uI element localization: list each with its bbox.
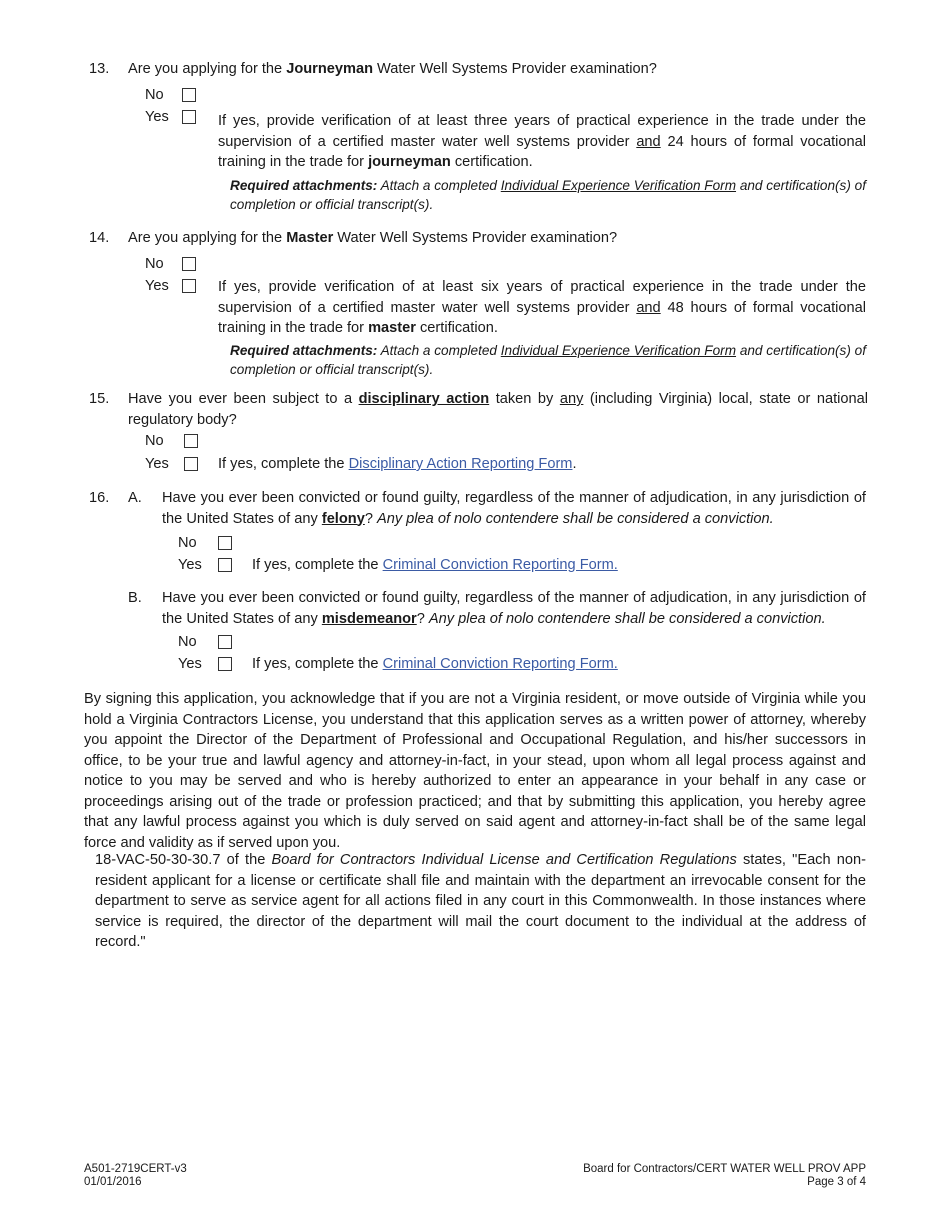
no-label: No bbox=[145, 433, 164, 449]
yes-label: Yes bbox=[145, 278, 169, 294]
required-part: Attach a completed bbox=[377, 178, 501, 193]
disciplinary-action-form-link[interactable]: Disciplinary Action Reporting Form bbox=[348, 456, 573, 472]
detail-part: 48 hours of formal vocational training in the trade for bbox=[218, 299, 866, 336]
question-text-bold: disciplinary action bbox=[358, 391, 490, 407]
detail-part: If yes, complete the bbox=[252, 656, 383, 672]
yes-detail bbox=[252, 654, 866, 675]
question-text-part: Are you applying for the bbox=[128, 61, 287, 77]
question-text-bold: felony bbox=[321, 510, 365, 527]
detail-part: . bbox=[572, 456, 577, 472]
yes-label: Yes bbox=[145, 109, 169, 125]
question-text-part: Have you ever been convicted or found guilty, regardless of the manner of adjudication, in any jurisdiction of the United States of any bbox=[162, 590, 866, 627]
detail-part: 24 hours of formal vocational training in the trade for bbox=[218, 133, 866, 170]
no-checkbox[interactable] bbox=[182, 257, 196, 271]
no-checkbox[interactable] bbox=[184, 434, 198, 448]
power-of-attorney-paragraph: By signing this application, you acknowledge that if you are not a Virginia resident, or move outside of Virginia while you hold a Virginia Contractors License, you understand that this application serves as a written power of attorney, whereby you appoint the Director of the Department of Professional and Occupational Regulation, and his/her successors in office, to be your true and lawful agency and attorney-in-fact, in your stead, upon whom all legal process against and notice to you may be served and who is hereby authorized to enter an appearance in your behalf in any case or proceedings arising out of the trade or profession practiced; and that by submitting this application, you hereby agree that any lawful process against you which is duly served on said agent and attorney-in-fact shall be of the same legal force and validity as if served upon you. bbox=[84, 691, 866, 851]
yes-label: Yes bbox=[145, 456, 169, 472]
question-number: 13. bbox=[89, 61, 110, 77]
footer-left bbox=[84, 1163, 187, 1189]
detail-part: If yes, provide verification of at least three years of practical experience in the trade under the supervision of a certified master water well systems provider bbox=[218, 113, 866, 150]
question-text-bold: Journeyman bbox=[286, 61, 373, 77]
question-text-bold: Master bbox=[286, 230, 334, 246]
required-attachments bbox=[230, 176, 866, 214]
required-label: Required attachments: bbox=[230, 178, 378, 193]
question-text-part: taken by bbox=[489, 391, 560, 407]
regulation-part: states, "Each non-resident applicant for a license or certificate shall file and maintain with the department an irrevocable consent for the department to serve as service agent for all actions filed in any court in this Commonwealth. In those instances where service is required, the director of the department will mail the court document to the individual at the address of record." bbox=[95, 852, 867, 950]
sub-question-letter: B. bbox=[128, 590, 142, 606]
question-text-part: Are you applying for the bbox=[128, 230, 287, 246]
yes-detail bbox=[252, 555, 866, 576]
no-label: No bbox=[178, 634, 197, 650]
required-part: and certification(s) of completion or official transcript(s). bbox=[230, 178, 867, 212]
question-number: 15. bbox=[89, 391, 110, 407]
question-text-part: Water Well Systems Provider examination? bbox=[333, 230, 618, 246]
question-text-italic: Any plea of nolo contendere shall be considered a conviction. bbox=[376, 510, 774, 527]
question-text-part: Water Well Systems Provider examination? bbox=[372, 61, 657, 77]
detail-part: If yes, complete the bbox=[252, 557, 383, 573]
question-text-bold: misdemeanor bbox=[321, 610, 417, 627]
sub-question-b-text bbox=[162, 588, 866, 629]
detail-bold: master bbox=[368, 320, 416, 336]
required-label: Required attachments: bbox=[230, 343, 378, 358]
misdemeanor-no-checkbox[interactable] bbox=[218, 635, 232, 649]
criminal-conviction-form-link[interactable]: Criminal Conviction Reporting Form. bbox=[382, 557, 618, 573]
yes-detail bbox=[218, 277, 866, 339]
question-text-underline: any bbox=[559, 391, 584, 407]
yes-checkbox[interactable] bbox=[182, 279, 196, 293]
detail-underline: and bbox=[636, 299, 661, 316]
yes-checkbox[interactable] bbox=[182, 110, 196, 124]
page-number: Page 3 of 4 bbox=[807, 1176, 866, 1188]
experience-form-reference: Individual Experience Verification Form bbox=[500, 343, 737, 358]
question-text-part: ? bbox=[416, 610, 429, 627]
no-label: No bbox=[145, 87, 164, 103]
detail-part: If yes, complete the bbox=[218, 456, 349, 472]
footer-right bbox=[583, 1163, 866, 1189]
felony-yes-checkbox[interactable] bbox=[218, 558, 232, 572]
detail-bold: journeyman bbox=[368, 154, 451, 170]
yes-label: Yes bbox=[178, 557, 202, 573]
detail-part: certification. bbox=[450, 154, 533, 170]
regulation-paragraph bbox=[95, 850, 866, 953]
question-text-part: Have you ever been subject to a bbox=[128, 391, 359, 407]
no-label: No bbox=[145, 256, 164, 272]
question-text bbox=[128, 59, 868, 80]
yes-detail bbox=[218, 454, 866, 475]
required-attachments bbox=[230, 341, 866, 379]
question-text-italic: Any plea of nolo contendere shall be considered a conviction. bbox=[428, 610, 826, 627]
question-number: 14. bbox=[89, 230, 110, 246]
required-part: Attach a completed bbox=[377, 343, 501, 358]
sub-question-letter: A. bbox=[128, 490, 142, 506]
required-part: and certification(s) of completion or official transcript(s). bbox=[230, 343, 867, 377]
detail-underline: and bbox=[636, 133, 661, 150]
regulation-title: Board for Contractors Individual License and Certification Regulations bbox=[271, 852, 737, 868]
question-text bbox=[128, 389, 868, 430]
question-text-part: Have you ever been convicted or found guilty, regardless of the manner of adjudication, in any jurisdiction of the United States of any bbox=[162, 490, 866, 527]
yes-detail bbox=[218, 111, 866, 173]
felony-no-checkbox[interactable] bbox=[218, 536, 232, 550]
yes-checkbox[interactable] bbox=[184, 457, 198, 471]
question-text bbox=[128, 228, 868, 249]
regulation-part: 18-VAC-50-30-30.7 of the bbox=[95, 852, 272, 868]
question-text-part: ? bbox=[364, 510, 377, 527]
yes-label: Yes bbox=[178, 656, 202, 672]
criminal-conviction-form-link[interactable]: Criminal Conviction Reporting Form. bbox=[382, 656, 618, 672]
board-name: Board for Contractors/CERT WATER WELL PROV APP bbox=[583, 1163, 866, 1175]
no-checkbox[interactable] bbox=[182, 88, 196, 102]
detail-part: If yes, provide verification of at least six years of practical experience in the trade under the supervision of a certified master water well systems provider bbox=[218, 279, 866, 316]
detail-part: certification. bbox=[415, 320, 498, 336]
question-number: 16. bbox=[89, 490, 110, 506]
form-date: 01/01/2016 bbox=[84, 1176, 142, 1188]
misdemeanor-yes-checkbox[interactable] bbox=[218, 657, 232, 671]
sub-question-a-text bbox=[162, 488, 866, 529]
no-label: No bbox=[178, 535, 197, 551]
question-text-part: (including Virginia) local, state or national regulatory body? bbox=[128, 391, 868, 428]
experience-form-reference: Individual Experience Verification Form bbox=[500, 178, 737, 193]
form-id: A501-2719CERT-v3 bbox=[84, 1163, 187, 1175]
